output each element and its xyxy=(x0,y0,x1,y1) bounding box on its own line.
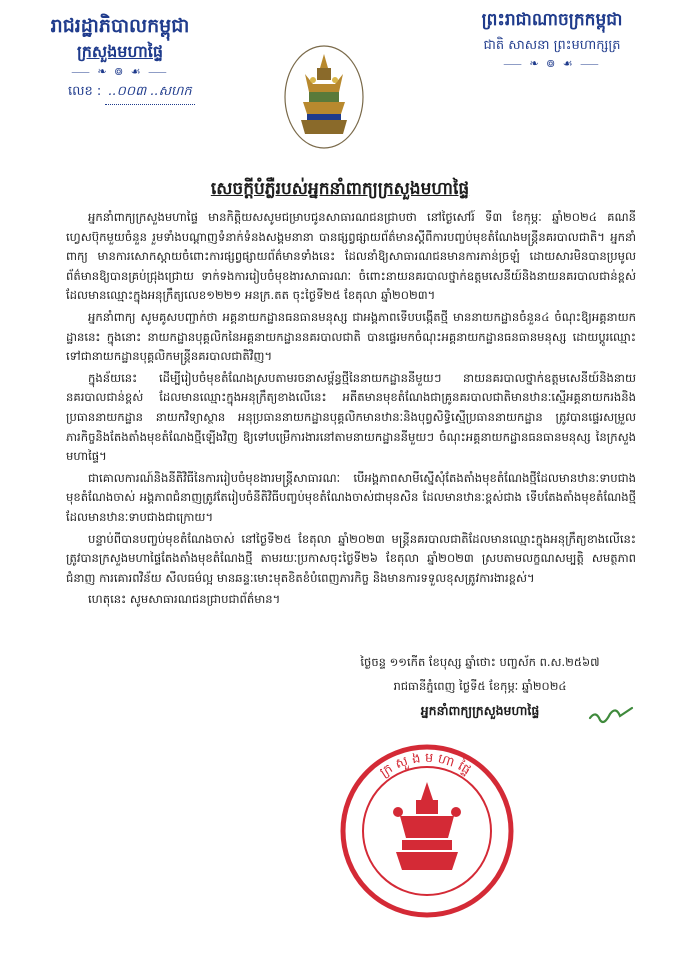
reference-value: ..០០៣ ..សហក xyxy=(105,80,194,105)
reference-number xyxy=(20,80,220,105)
ministry-name: ក្រសួងមហាផ្ទៃ xyxy=(76,42,163,61)
paragraph: អ្នកនាំពាក្យក្រសួងមហាផ្ទៃ មានកិត្តិយសសូមជម្រាបជូនសាធារណជនជ្រាបថា នៅថ្ងៃសៅរ៍ ទី៣ ខែកុម្ភៈ ឆ្នាំ២០២៤ គណនីហ្វេសប៊ុកមួយចំនួន រួមទាំងបណ្តាញទំនាក់ទំនងសង្គមនានា បានផ្សព្វផ្សាយព័ត៌មានស្តីពីការបញ្ចប់មុខតំណែងមន្ត្រីនគរបាលជាតិ។ អ្នកនាំពាក្យ មានការសោកស្តាយចំពោះការផ្សព្វផ្សាយព័ត៌មានទាំងនេះ ដែលនាំឱ្យសាធារណជនមានការភាន់ច្រឡំ ដោយសារមិនបានប្រមូលព័ត៌មានឱ្យបានគ្រប់ជ្រុងជ្រោយ ទាក់ទងការរៀបចំមុខងារសាធារណៈ ចំពោះនាយនគរបាលថ្នាក់ឧត្តមសេនីយ៍និងនាយនគរបាលជាន់ខ្ពស់ ដែលមានឈ្មោះក្នុងអនុក្រឹត្យលេខ១២២១ អនក្រ.តត ចុះថ្ងៃទី២៥ ខែតុលា ឆ្នាំ២០២៣។ xyxy=(66,210,636,303)
paragraph: ក្នុងន័យនេះ ដើម្បីរៀបចំមុខតំណែងស្របតាមរចនាសម្ព័ន្ធថ្មីនៃនាយកដ្ឋាននីមួយៗ នាយនគរបាលថ្នាក់ឧត្តមសេនីយ៍និងនាយនគរបាលជាន់ខ្ពស់ ដែលមានឈ្មោះក្នុងអនុក្រឹត្យខាងលើនេះ អតីតមានមុខតំណែងជាគ្រូនគរបាលជាតិមានឋានៈស្មើអគ្គនាយករងនិងប្រធាននាយកដ្ឋាន នាយកវិទ្យាស្ថាន អនុប្រធាននាយកដ្ឋានបុគ្គលិកមានឋានៈនិងបុព្វសិទ្ធិស្មើប្រធាននាយកដ្ឋាន ត្រូវបានផ្ទេរសម្រួលភារកិច្ចនិងតែងតាំងមុខតំណែងថ្មីឡើងវិញ ឱ្យទៅបម្រើការងារនៅតាមនាយកដ្ឋាននីមួយៗ ចំណុះអគ្គនាយកដ្ឋានធនធានមនុស្ស នៃក្រសួងមហាផ្ទៃ។ xyxy=(66,370,636,464)
paragraph: បន្ទាប់ពីបានបញ្ចប់មុខតំណែងចាស់ នៅថ្ងៃទី២៥ ខែតុលា ឆ្នាំ២០២៣ មន្ត្រីនគរបាលជាតិដែលមានឈ្មោះក្នុងអនុក្រឹត្យខាងលើនេះ ត្រូវបានក្រសួងមហាផ្ទៃតែងតាំងមុខតំណែងថ្មី តាមរយៈប្រកាសចុះថ្ងៃទី២៦ ខែតុលា ឆ្នាំ២០២៣ ស្របតាមលក្ខណសម្បត្តិ សមត្ថភាពជំនាញ ការគោរពវិន័យ សីលធម៌ល្អ មានឆន្ទៈមោះមុតខិតខំបំពេញភារកិច្ច និងមានការទទួលខុសត្រូវការងារខ្ពស់។ xyxy=(66,531,636,585)
issuer-header xyxy=(20,12,220,105)
paragraph: អ្នកនាំពាក្យ សូមគូសបញ្ជាក់ថា អគ្គនាយកដ្ឋានធនធានមនុស្ស ជាអង្គភាពទើបបង្កើតថ្មី មាននាយកដ្ឋានចំនួន៤ ចំណុះឱ្យអគ្គនាយកដ្ឋាននេះ ក្នុងនោះ នាយកដ្ឋានបុគ្គលិកនៃអគ្គនាយកដ្ឋាននគរបាលជាតិ បានផ្ទេរមកចំណុះអគ្គនាយកដ្ឋានធនធានមនុស្ស ដោយប្តូរឈ្មោះទៅជានាយកដ្ឋានបុគ្គលិកមន្ត្រីនគរបាលជាតិវិញ។ xyxy=(66,309,636,364)
national-motto: ជាតិ សាសនា ព្រះមហាក្សត្រ xyxy=(483,38,621,53)
header-ornament-left: ⸺ ❧ ៙ ☙ ⸺ xyxy=(71,65,169,78)
seal-text: ក្រសួងមហាផ្ទៃ xyxy=(377,750,477,781)
kingdom-name: ព្រះរាជាណាចក្រកម្ពុជា xyxy=(481,10,623,30)
paragraph: ហេតុនេះ សូមសាធារណជនជ្រាបជាព័ត៌មាន។ xyxy=(88,592,281,607)
document-title: សេចក្តីបំភ្លឺរបស់អ្នកនាំពាក្យក្រសួងមហាផ្ទៃ xyxy=(210,179,470,199)
signatory-title: អ្នកនាំពាក្យក្រសួងមហាផ្ទៃ xyxy=(420,703,540,718)
lunar-date: ថ្ងៃចន្ទ ១១កើត ខែបុស្ស ឆ្នាំថោះ បញ្ចស័ក ព.ស.២៥៦៧ xyxy=(360,655,600,669)
official-seal-icon xyxy=(338,742,516,920)
signature-mark-icon xyxy=(586,702,636,728)
statement-body xyxy=(66,208,636,612)
paragraph: ជាគោលការណ៍និងនីតិវិធីនៃការរៀបចំមុខងារមន្ត្រីសាធារណៈ បើអង្គភាពសាមីស្នើសុំតែងតាំងមុខតំណែងថ្មីដែលមានឋានៈទាបជាងមុខតំណែងចាស់ អង្គភាពជំនាញត្រូវតែរៀបចំនីតិវិធីបញ្ចប់មុខតំណែងចាស់ជាមុនសិន ដែលមានឋានៈខ្ពស់ជាង ទើបតែងតាំងមុខតំណែងថ្មីដែលមានឋានៈទាបជាងជាក្រោយ។ xyxy=(66,470,636,524)
place-and-date: រាជធានីភ្នំពេញ ថ្ងៃទី៥ ខែកុម្ភៈ ឆ្នាំ២០២៤ xyxy=(393,679,567,693)
government-name: រាជរដ្ឋាភិបាលកម្ពុជា xyxy=(50,15,190,37)
header-ornament-right: ⸺ ❧ ៙ ☙ ⸺ xyxy=(503,57,601,70)
kingdom-header xyxy=(438,6,666,70)
ministry-emblem-icon xyxy=(283,44,365,150)
reference-label: លេខ : xyxy=(68,84,102,99)
